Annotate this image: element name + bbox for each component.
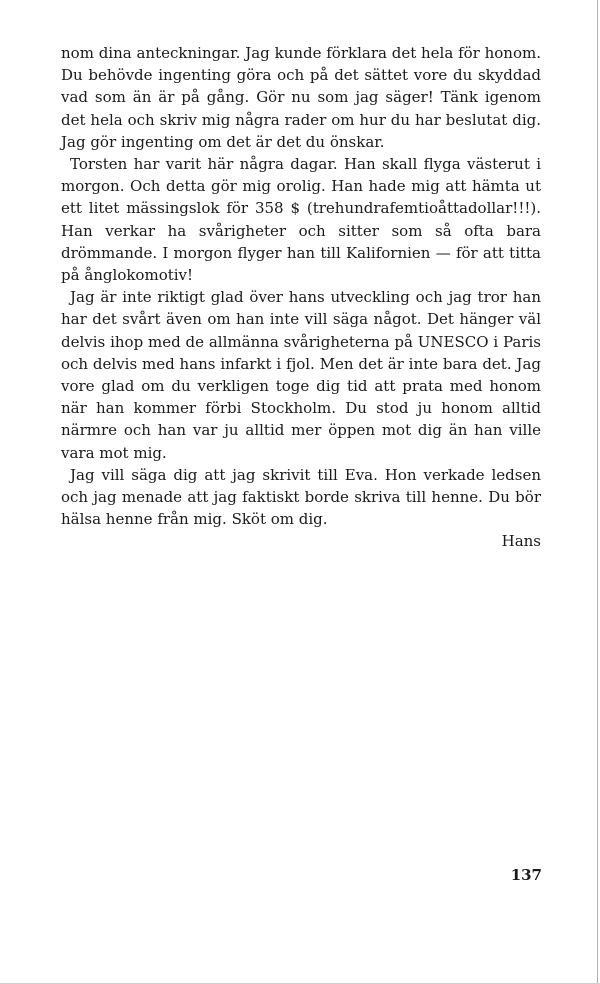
paragraph-2: Torsten har varit här några dagar. Han skall flyga västerut i morgon. Och detta gör mig orolig. Han hade mig att hämta ut ett litet mässingslok för 358 $ (trehundrafemtioåttadollar!!!). Han verkar ha svårigheter och sitter som så ofta bara drömmande. I morgon flyger han till Kalifornien — för att titta på ånglokomotiv!	[61, 155, 541, 285]
paragraph-3: Jag är inte riktigt glad över hans utveckling och jag tror han har det svårt även om han inte vill säga något. Det hänger väl delvis ihop med de allmänna svårigheterna på UNESCO i Paris och delvis med hans infarkt i fjol. Men det är inte bara det. Jag vore glad om du verkligen toge dig tid att prata med honom när han kommer förbi Stockholm. Du stod ju honom alltid närmre och han var ju alltid mer öppen mot dig än han ville vara mot mig.	[61, 288, 541, 462]
paragraph-4: Jag vill säga dig att jag skrivit till Eva. Hon verkade ledsen och jag menade att jag faktiskt borde skriva till henne. Du bör hälsa henne från mig. Sköt om dig.	[61, 465, 541, 529]
page-edge-divider	[597, 0, 598, 984]
paragraph-1: nom dina anteckningar. Jag kunde förklara det hela för honom. Du behövde ingenting göra och på det sättet vore du skyddad vad som än är på gång. Gör nu som jag säger! Tänk igenom det hela och skriv mig några rader om hur du har beslutat dig. Jag gör ingenting om det är det du önskar.	[61, 44, 541, 151]
signature: Hans	[501, 532, 541, 551]
letter-body	[61, 42, 541, 553]
page-number: 137	[510, 866, 542, 884]
